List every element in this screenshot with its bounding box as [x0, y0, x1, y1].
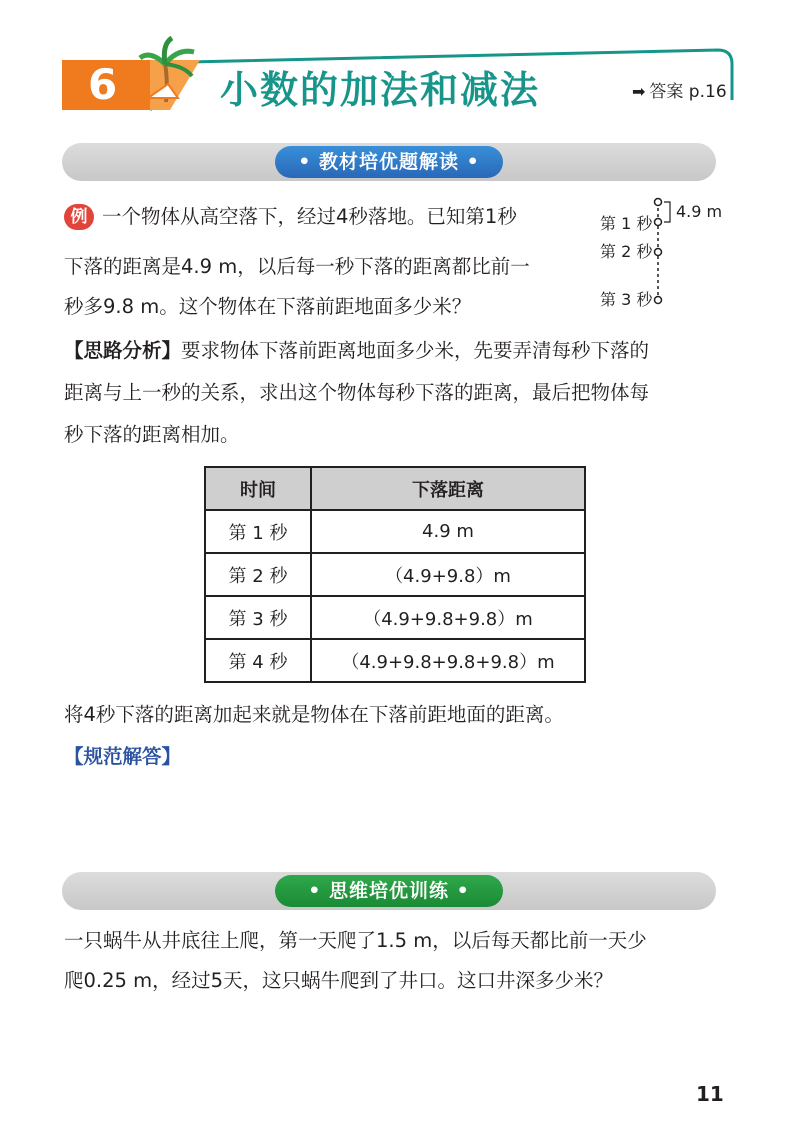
falling-distance-table	[204, 466, 586, 683]
diagram-label-second-2: 第 2 秒	[600, 242, 653, 261]
section-bar-training	[62, 872, 716, 910]
table-row	[205, 596, 585, 639]
arrow-right-icon: ➡	[632, 82, 646, 101]
analysis-line-1	[64, 336, 649, 366]
conclusion-text: 将4秒下落的距离加起来就是物体在下落前距地面的距离。	[64, 703, 564, 726]
example-line-3: 秒多9.8 m。这个物体在下落前距地面多少米？	[64, 295, 472, 318]
analysis-line-3: 秒下落的距离相加。	[64, 423, 240, 446]
chapter-title: 小数的加法和减法	[220, 68, 541, 112]
example-line-2: 下落的距离是4.9 m，以后每一秒下落的距离都比前一	[64, 255, 530, 278]
solution-tag: 【规范解答】	[64, 745, 182, 768]
example-line-1: 一个物体从高空落下，经过4秒落地。已知第1秒	[102, 205, 517, 228]
section-bar-textbook	[62, 143, 716, 181]
table-cell-time: 第 1 秒	[205, 510, 311, 553]
table-row	[205, 639, 585, 682]
table-row	[205, 553, 585, 596]
diagram-distance-label: 4.9 m	[676, 202, 723, 221]
analysis-text-1: 要求物体下落前距离地面多少米，先要弄清每秒下落的	[181, 339, 650, 362]
table-cell-time: 第 4 秒	[205, 639, 311, 682]
section-title-textbook: • 教材培优题解读 •	[275, 146, 503, 178]
table-cell-distance: （4.9+9.8+9.8+9.8）m	[311, 639, 585, 682]
diagram-label-second-1: 第 1 秒	[600, 214, 653, 233]
table-row	[205, 510, 585, 553]
table-header-distance: 下落距离	[311, 467, 585, 510]
exercise-line-1: 一只蜗牛从井底往上爬，第一天爬了1.5 m，以后每天都比前一天少	[64, 929, 647, 952]
page-number: 11	[696, 1082, 724, 1106]
analysis-tag: 【思路分析】	[64, 339, 182, 362]
section-title-training: • 思维培优训练 •	[275, 875, 503, 907]
table-cell-distance: （4.9+9.8+9.8）m	[311, 596, 585, 639]
table-cell-distance: 4.9 m	[311, 510, 585, 553]
analysis-line-2: 距离与上一秒的关系，求出这个物体每秒下落的距离，最后把物体每	[64, 381, 650, 404]
table-header-row	[205, 467, 585, 510]
table-cell-distance: （4.9+9.8）m	[311, 553, 585, 596]
chapter-number: 6	[88, 59, 118, 109]
table-header-time: 时间	[205, 467, 311, 510]
exercise-line-2: 爬0.25 m，经过5天，这只蜗牛爬到了井口。这口井深多少米？	[64, 969, 614, 992]
table-cell-time: 第 2 秒	[205, 553, 311, 596]
falling-diagram	[596, 196, 736, 316]
example-badge: 例	[64, 204, 94, 230]
diagram-label-second-3: 第 3 秒	[600, 290, 653, 309]
answer-reference	[632, 80, 727, 104]
answer-ref-text: 答案 p.16	[649, 82, 727, 102]
table-cell-time: 第 3 秒	[205, 596, 311, 639]
